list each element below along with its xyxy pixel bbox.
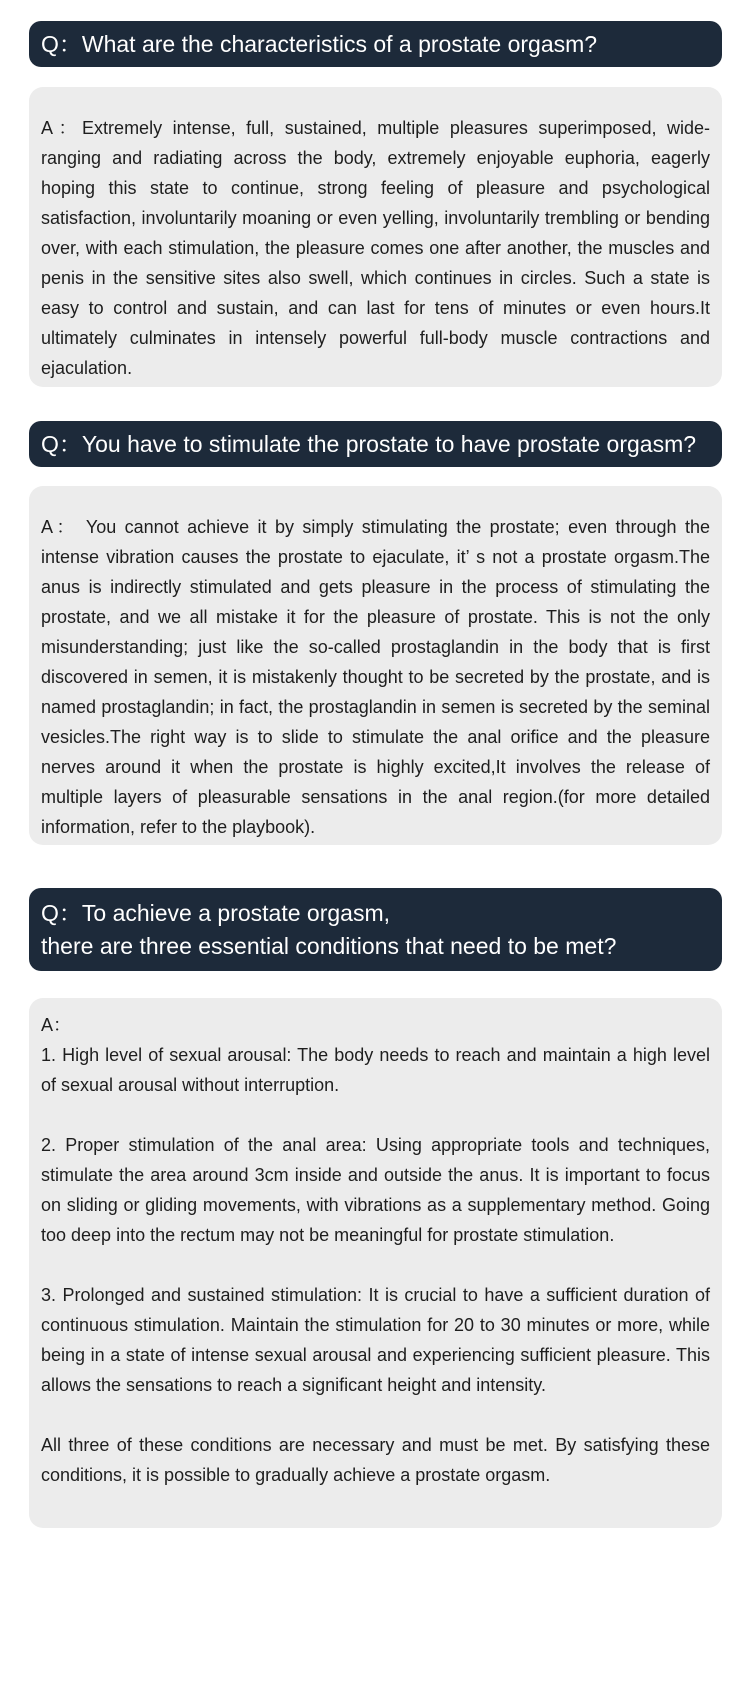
answer-card-2 [29, 486, 722, 845]
answer-3-conclusion: All three of these conditions are necessary and must be met. By satisfying these conditions, it is possible to gradually achieve a prostate orgasm. [41, 1435, 710, 1485]
answer-3-condition-3: 3. Prolonged and sustained stimulation: It is crucial to have a sufficient duration of continuous stimulation. Maintain the stimulation for 20 to 30 minutes or more, while being in a state of intense sexual arousal and experiencing sufficient pleasure. This allows the sensations to reach a significant height and intensity. [41, 1285, 710, 1395]
answer-3-condition-2: 2. Proper stimulation of the anal area: Using appropriate tools and techniques, stimulate the area around 3cm inside and outside the anus. It is important to focus on sliding or gliding movements, with vibrations as a supplementary method. Going too deep into the rectum may not be meaningful for prostate stimulation. [41, 1135, 710, 1245]
question-banner-2 [29, 421, 722, 467]
answer-3-condition-1: 1. High level of sexual arousal: The body needs to reach and maintain a high level of sexual arousal without interruption. [41, 1045, 710, 1095]
question-2-line-1: Q：You have to stimulate the prostate to have prostate orgasm? [41, 430, 697, 457]
answer-card-1 [29, 87, 722, 387]
answer-2-paragraph-1: A： You cannot achieve it by simply stimulating the prostate; even through the intense vibration causes the prostate to ejaculate, it’ s not a prostate orgasm.The anus is indirectly stimulated and gets pleasure in the process of stimulating the prostate, and we all mistake it for the pleasure of prostate. This is not the only misunderstanding; just like the so-called prostaglandin in the body that is first discovered in semen, it is mistakenly thought to be secreted by the prostate, and is named prostaglandin; in fact, the prostaglandin in semen is secreted by the seminal vesicles.The right way is to slide to stimulate the anal orifice and the pleasure nerves around it when the prostate is highly excited,It involves the release of multiple layers of pleasurable sensations in the anal region.(for more detailed information, refer to the playbook). [41, 517, 710, 837]
answer-3-intro: A： [41, 1015, 72, 1035]
question-banner-3 [29, 888, 722, 971]
question-3-line-2: there are three essential conditions that need to be met? [41, 932, 617, 959]
answer-card-3 [29, 998, 722, 1528]
answer-1-paragraph-1: A：Extremely intense, full, sustained, multiple pleasures superimposed, wide-ranging and radiating across the body, extremely enjoyable euphoria, eagerly hoping this state to continue, strong feeling of pleasure and psychological satisfaction, involuntarily moaning or even yelling, involuntarily trembling or bending over, with each stimulation, the pleasure comes one after another, the muscles and penis in the sensitive sites also swell, which continues in circles. Such a state is easy to control and sustain, and can last for tens of minutes or even hours.It ultimately culminates in intensely powerful full-body muscle contractions and ejaculation. [41, 118, 710, 378]
question-banner-1 [29, 21, 722, 67]
question-3-line-1: Q：To achieve a prostate orgasm, [41, 899, 390, 926]
question-1-line-1: Q：What are the characteristics of a prostate orgasm? [41, 30, 598, 57]
